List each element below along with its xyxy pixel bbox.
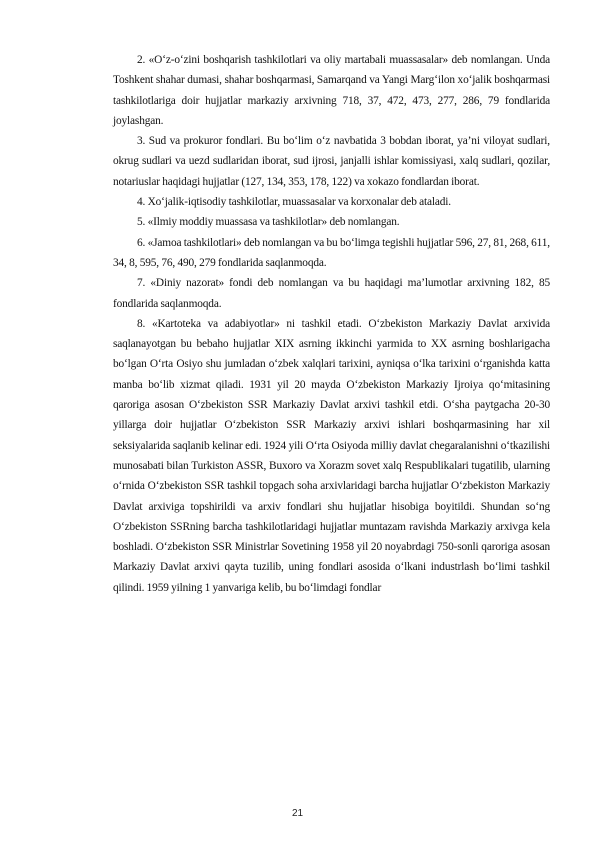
paragraph-4-text: 5. «Ilmiy moddiy muassasa va tashkilotlar» deb nomlangan. (137, 216, 400, 229)
paragraph-3-text: 4. Xo‘jalik-iqtisodiy tashkilotlar, muassasalar va korxonalar deb ataladi. (137, 196, 451, 209)
paragraph-7-text: 8. «Kartoteka va adabiyotlar» ni tashkil etadi. O‘zbekiston Markaziy Davlat arxivida saqlanayotgan bu bebaho hujjatlar XIX asrning ikkinchi yarmida to XX asrning boshlarigacha bo‘lgan O‘rta Osiyo shu jumladan o‘zbek xalqlari tarixini, ayniqsa o‘lka tarixini o‘rganishda katta manba bo‘lib xizmat qiladi. 1931 yil 20 mayda O‘zbekiston Markaziy Ijroiya qo‘mitasining qaroriga asosan O‘zbekiston SSR Markaziy Davlat arxivi tashkil etdi. O‘sha paytgacha 20-30 yillarga doir hujjatlar O‘zbekiston SSR Markaziy arxivi ishlari boshqarmasining har xil seksiyalarida saqlanib kelinar edi. 1924 yili O‘rta Osiyoda milliy davlat chegaralanishni o‘tkazilishi munosabati bilan Turkiston ASSR, Buxoro va Xorazm sovet xalq Respublikalari tugatilib, ularning o‘rnida O‘zbekiston SSR tashkil topgach soha arxivlaridagi barcha hujjatlar O‘zbekiston Markaziy Davlat arxiviga topshirildi va arxiv fondlari shu hujjatlar hisobiga boyitildi. Shundan so‘ng O‘zbekiston SSRning barcha tashkilotlaridagi hujjatlar muntazam ravishda Markaziy arxivga kela boshladi. O‘zbekiston SSR Ministrlar Sovetining 1958 yil 20 noyabrdagi 750-sonli qaroriga asosan Markaziy Davlat arxivi qayta tuzilib, uning fondlari asosida o‘lkani industrlash bo‘limi tashkil qilindi. 1959 yilning 1 yanvariga kelib, bu bo‘limdagi fondlar (113, 317, 550, 594)
paragraph-6-text: 7. «Diniy nazorat» fondi deb nomlangan va bu haqidagi ma’lumotlar arxivning 182, 85 fondlarida saqlanmoqda. (113, 277, 550, 310)
paragraph-2 (113, 131, 550, 192)
paragraph-7 (113, 314, 550, 598)
page-number: 21 (291, 808, 304, 819)
paragraph-1 (113, 50, 550, 131)
paragraph-5-text: 6. «Jamoa tashkilotlari» deb nomlangan va bu bo‘limga tegishli hujjatlar 596, 27, 81, 268, 611, 34, 8, 595, 76, 490, 279 fondlarida saqlanmoqda. (113, 236, 550, 269)
document-page (113, 50, 550, 598)
paragraph-6 (113, 273, 550, 314)
paragraph-1-text: 2. «O‘z-o‘zini boshqarish tashkilotlari va oliy martabali muassasalar» deb nomlangan. Unda Toshkent shahar dumasi, shahar boshqarmasi, Samarqand va Yangi Marg‘ilon xo‘jalik boshqarmasi tashkilotlariga doir hujjatlar markaziy arxivning 718, 37, 472, 473, 277, 286, 79 fondlarida joylashgan. (113, 54, 550, 127)
paragraph-2-text: 3. Sud va prokuror fondlari. Bu bo‘lim o‘z navbatida 3 bobdan iborat, ya’ni viloyat sudlari, okrug sudlari va uezd sudlaridan iborat, sud ijrosi, janjalli ishlar komissiyasi, xalq sudlari, qozilar, notariuslar haqidagi hujjatlar (127, 134, 353, 178, 122) va xokazo fondlardan iborat. (113, 135, 550, 188)
paragraph-3 (113, 192, 550, 212)
paragraph-4 (113, 212, 550, 232)
paragraph-5 (113, 233, 550, 274)
